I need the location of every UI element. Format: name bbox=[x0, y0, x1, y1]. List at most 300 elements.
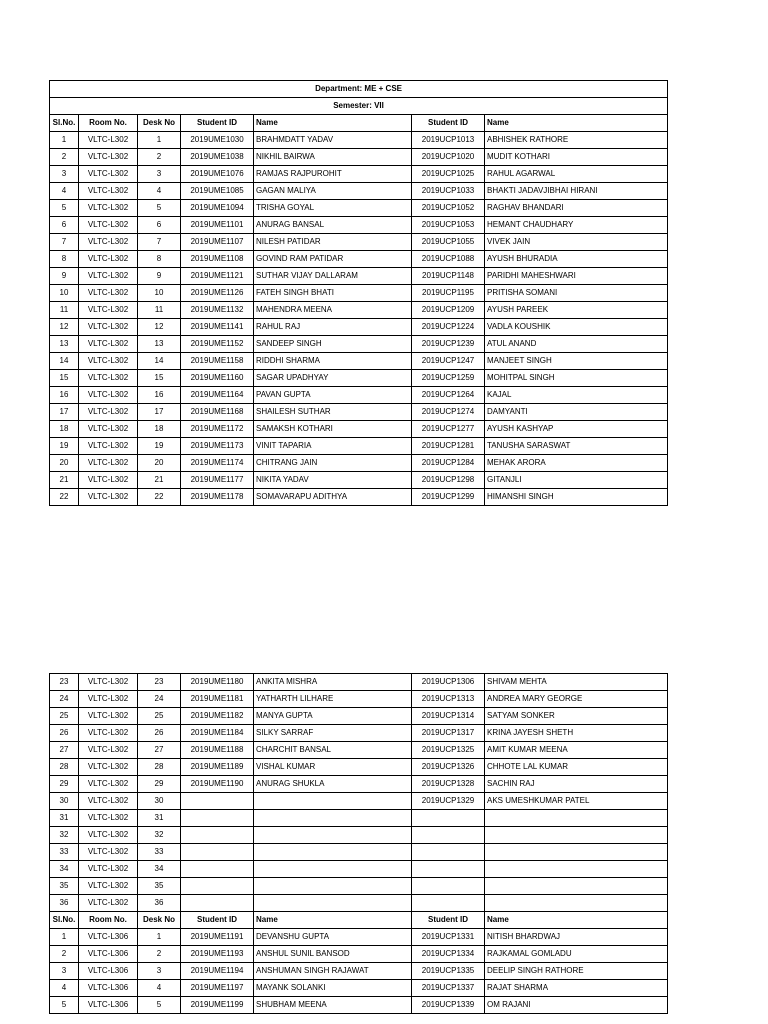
name-me-cell: SHUBHAM MEENA bbox=[254, 997, 412, 1014]
table-row bbox=[50, 861, 668, 878]
name-cse-cell: OM RAJANI bbox=[485, 997, 668, 1014]
room-no-cell: VLTC-L306 bbox=[79, 929, 138, 946]
name-cse-cell: SATYAM SONKER bbox=[485, 708, 668, 725]
student-id-cse-cell: 2019UCP1298 bbox=[412, 472, 485, 489]
sl-no-cell: 35 bbox=[50, 878, 79, 895]
sl-no-cell: 4 bbox=[50, 980, 79, 997]
room-no-cell: VLTC-L302 bbox=[79, 217, 138, 234]
name-cse-cell: RAJKAMAL GOMLADU bbox=[485, 946, 668, 963]
name-cse-cell: TANUSHA SARASWAT bbox=[485, 438, 668, 455]
desk-no-cell: 11 bbox=[138, 302, 181, 319]
name-me-cell: ANKITA MISHRA bbox=[254, 674, 412, 691]
desk-no-header: Desk No bbox=[138, 912, 181, 929]
student-id-me-cell: 2019UME1173 bbox=[181, 438, 254, 455]
name-cse-cell: SHIVAM MEHTA bbox=[485, 674, 668, 691]
table-row bbox=[50, 438, 668, 455]
student-id-cse-cell: 2019UCP1088 bbox=[412, 251, 485, 268]
student-id-cse-cell: 2019UCP1025 bbox=[412, 166, 485, 183]
desk-no-cell: 3 bbox=[138, 963, 181, 980]
room-no-cell: VLTC-L302 bbox=[79, 132, 138, 149]
student-id-cse-cell bbox=[412, 810, 485, 827]
name-me-cell: RAMJAS RAJPUROHIT bbox=[254, 166, 412, 183]
sl-no-cell: 11 bbox=[50, 302, 79, 319]
student-id-cse-cell: 2019UCP1277 bbox=[412, 421, 485, 438]
table-row bbox=[50, 183, 668, 200]
sl-no-cell: 13 bbox=[50, 336, 79, 353]
name-me-cell: TRISHA GOYAL bbox=[254, 200, 412, 217]
name-me-header: Name bbox=[254, 115, 412, 132]
semester-row bbox=[50, 98, 668, 115]
student-id-cse-cell: 2019UCP1314 bbox=[412, 708, 485, 725]
sl-no-cell: 10 bbox=[50, 285, 79, 302]
name-me-cell bbox=[254, 895, 412, 912]
name-me-cell: ANSHUL SUNIL BANSOD bbox=[254, 946, 412, 963]
student-id-cse-cell bbox=[412, 827, 485, 844]
name-cse-cell: AYUSH BHURADIA bbox=[485, 251, 668, 268]
student-id-me-cell: 2019UME1121 bbox=[181, 268, 254, 285]
room-no-cell: VLTC-L302 bbox=[79, 810, 138, 827]
student-id-me-cell: 2019UME1178 bbox=[181, 489, 254, 506]
name-cse-cell: MOHITPAL SINGH bbox=[485, 370, 668, 387]
name-me-cell: SUTHAR VIJAY DALLARAM bbox=[254, 268, 412, 285]
sl-no-cell: 18 bbox=[50, 421, 79, 438]
student-id-cse-cell: 2019UCP1259 bbox=[412, 370, 485, 387]
room-no-cell: VLTC-L302 bbox=[79, 861, 138, 878]
name-me-cell: RAHUL RAJ bbox=[254, 319, 412, 336]
name-me-cell: CHITRANG JAIN bbox=[254, 455, 412, 472]
name-me-cell: BRAHMDATT YADAV bbox=[254, 132, 412, 149]
name-cse-header: Name bbox=[485, 115, 668, 132]
student-id-cse-cell: 2019UCP1274 bbox=[412, 404, 485, 421]
sl-no-header: Sl.No. bbox=[50, 115, 79, 132]
student-id-cse-cell: 2019UCP1224 bbox=[412, 319, 485, 336]
name-me-cell: MAYANK SOLANKI bbox=[254, 980, 412, 997]
name-cse-cell bbox=[485, 827, 668, 844]
desk-no-cell: 25 bbox=[138, 708, 181, 725]
student-id-me-cell: 2019UME1141 bbox=[181, 319, 254, 336]
room-no-cell: VLTC-L302 bbox=[79, 404, 138, 421]
room-no-cell: VLTC-L302 bbox=[79, 472, 138, 489]
table-row bbox=[50, 793, 668, 810]
name-me-cell: SILKY SARRAF bbox=[254, 725, 412, 742]
room-no-cell: VLTC-L302 bbox=[79, 149, 138, 166]
room-no-header: Room No. bbox=[79, 912, 138, 929]
table-row bbox=[50, 268, 668, 285]
student-id-me-cell: 2019UME1181 bbox=[181, 691, 254, 708]
name-cse-cell: PARIDHI MAHESHWARI bbox=[485, 268, 668, 285]
table-row bbox=[50, 166, 668, 183]
desk-no-cell: 28 bbox=[138, 759, 181, 776]
room-no-cell: VLTC-L302 bbox=[79, 438, 138, 455]
name-cse-cell: RAJAT SHARMA bbox=[485, 980, 668, 997]
student-id-cse-cell: 2019UCP1326 bbox=[412, 759, 485, 776]
name-cse-cell: HEMANT CHAUDHARY bbox=[485, 217, 668, 234]
student-id-me-cell: 2019UME1188 bbox=[181, 742, 254, 759]
student-id-me-cell: 2019UME1182 bbox=[181, 708, 254, 725]
student-id-cse-cell bbox=[412, 895, 485, 912]
sl-no-cell: 20 bbox=[50, 455, 79, 472]
table-row bbox=[50, 810, 668, 827]
student-id-cse-cell: 2019UCP1299 bbox=[412, 489, 485, 506]
desk-no-cell: 5 bbox=[138, 997, 181, 1014]
table-row bbox=[50, 674, 668, 691]
student-id-me-cell bbox=[181, 861, 254, 878]
name-cse-cell: AYUSH KASHYAP bbox=[485, 421, 668, 438]
sl-no-cell: 2 bbox=[50, 946, 79, 963]
desk-no-cell: 18 bbox=[138, 421, 181, 438]
name-cse-cell: AKS UMESHKUMAR PATEL bbox=[485, 793, 668, 810]
student-id-cse-cell: 2019UCP1247 bbox=[412, 353, 485, 370]
student-id-cse-cell: 2019UCP1053 bbox=[412, 217, 485, 234]
name-me-cell: MAHENDRA MEENA bbox=[254, 302, 412, 319]
name-cse-cell: VIVEK JAIN bbox=[485, 234, 668, 251]
desk-no-cell: 14 bbox=[138, 353, 181, 370]
table-row bbox=[50, 759, 668, 776]
table-row bbox=[50, 691, 668, 708]
table-row bbox=[50, 251, 668, 268]
table-row bbox=[50, 472, 668, 489]
sl-no-cell: 8 bbox=[50, 251, 79, 268]
student-id-cse-cell: 2019UCP1325 bbox=[412, 742, 485, 759]
room-no-cell: VLTC-L302 bbox=[79, 268, 138, 285]
name-me-cell: SANDEEP SINGH bbox=[254, 336, 412, 353]
name-cse-cell: VADLA KOUSHIK bbox=[485, 319, 668, 336]
student-id-cse-cell: 2019UCP1306 bbox=[412, 674, 485, 691]
desk-no-cell: 20 bbox=[138, 455, 181, 472]
table-row bbox=[50, 421, 668, 438]
desk-no-cell: 17 bbox=[138, 404, 181, 421]
room-no-cell: VLTC-L302 bbox=[79, 336, 138, 353]
desk-no-cell: 21 bbox=[138, 472, 181, 489]
name-me-cell bbox=[254, 793, 412, 810]
name-me-cell: CHARCHIT BANSAL bbox=[254, 742, 412, 759]
student-id-me-cell: 2019UME1108 bbox=[181, 251, 254, 268]
student-id-me-cell: 2019UME1199 bbox=[181, 997, 254, 1014]
student-id-me-cell: 2019UME1172 bbox=[181, 421, 254, 438]
student-id-cse-cell: 2019UCP1264 bbox=[412, 387, 485, 404]
table-row bbox=[50, 234, 668, 251]
student-id-me-cell: 2019UME1160 bbox=[181, 370, 254, 387]
room-no-cell: VLTC-L302 bbox=[79, 759, 138, 776]
table-row bbox=[50, 895, 668, 912]
student-id-cse-cell: 2019UCP1055 bbox=[412, 234, 485, 251]
table-row bbox=[50, 776, 668, 793]
name-cse-cell: KAJAL bbox=[485, 387, 668, 404]
student-id-cse-cell: 2019UCP1284 bbox=[412, 455, 485, 472]
sl-no-cell: 17 bbox=[50, 404, 79, 421]
student-id-cse-cell: 2019UCP1339 bbox=[412, 997, 485, 1014]
room-no-cell: VLTC-L306 bbox=[79, 997, 138, 1014]
name-cse-cell: SACHIN RAJ bbox=[485, 776, 668, 793]
name-cse-cell: MANJEET SINGH bbox=[485, 353, 668, 370]
desk-no-cell: 33 bbox=[138, 844, 181, 861]
table-row bbox=[50, 217, 668, 234]
student-id-me-cell: 2019UME1094 bbox=[181, 200, 254, 217]
student-id-me-header: Student ID bbox=[181, 912, 254, 929]
sl-no-cell: 29 bbox=[50, 776, 79, 793]
name-cse-cell bbox=[485, 878, 668, 895]
sl-no-cell: 12 bbox=[50, 319, 79, 336]
sl-no-cell: 28 bbox=[50, 759, 79, 776]
student-id-cse-cell: 2019UCP1148 bbox=[412, 268, 485, 285]
room-no-cell: VLTC-L306 bbox=[79, 980, 138, 997]
desk-no-cell: 10 bbox=[138, 285, 181, 302]
name-cse-cell: CHHOTE LAL KUMAR bbox=[485, 759, 668, 776]
name-cse-cell: DAMYANTI bbox=[485, 404, 668, 421]
student-id-me-cell: 2019UME1076 bbox=[181, 166, 254, 183]
room-no-cell: VLTC-L302 bbox=[79, 895, 138, 912]
seating-table-1 bbox=[49, 80, 668, 506]
student-id-cse-cell: 2019UCP1195 bbox=[412, 285, 485, 302]
student-id-cse-cell: 2019UCP1317 bbox=[412, 725, 485, 742]
desk-no-cell: 1 bbox=[138, 929, 181, 946]
department-row bbox=[50, 81, 668, 98]
room-no-cell: VLTC-L302 bbox=[79, 725, 138, 742]
sl-no-cell: 33 bbox=[50, 844, 79, 861]
student-id-me-cell bbox=[181, 793, 254, 810]
sl-no-cell: 1 bbox=[50, 132, 79, 149]
sl-no-cell: 15 bbox=[50, 370, 79, 387]
name-me-cell: ANSHUMAN SINGH RAJAWAT bbox=[254, 963, 412, 980]
student-id-me-cell: 2019UME1191 bbox=[181, 929, 254, 946]
sl-no-cell: 3 bbox=[50, 963, 79, 980]
desk-no-cell: 9 bbox=[138, 268, 181, 285]
student-id-cse-cell: 2019UCP1052 bbox=[412, 200, 485, 217]
name-cse-cell: AMIT KUMAR MEENA bbox=[485, 742, 668, 759]
name-cse-cell: GITANJLI bbox=[485, 472, 668, 489]
table-row bbox=[50, 946, 668, 963]
room-no-cell: VLTC-L302 bbox=[79, 353, 138, 370]
name-me-header: Name bbox=[254, 912, 412, 929]
room-no-cell: VLTC-L302 bbox=[79, 708, 138, 725]
room-no-cell: VLTC-L302 bbox=[79, 674, 138, 691]
desk-no-cell: 5 bbox=[138, 200, 181, 217]
desk-no-cell: 27 bbox=[138, 742, 181, 759]
room-no-cell: VLTC-L302 bbox=[79, 387, 138, 404]
desk-no-cell: 4 bbox=[138, 980, 181, 997]
sl-no-cell: 7 bbox=[50, 234, 79, 251]
table-row bbox=[50, 455, 668, 472]
name-cse-cell bbox=[485, 861, 668, 878]
name-me-cell: SAMAKSH KOTHARI bbox=[254, 421, 412, 438]
desk-no-cell: 36 bbox=[138, 895, 181, 912]
sl-no-cell: 19 bbox=[50, 438, 79, 455]
name-me-cell: VINIT TAPARIA bbox=[254, 438, 412, 455]
desk-no-cell: 8 bbox=[138, 251, 181, 268]
table-row bbox=[50, 708, 668, 725]
name-me-cell: SAGAR UPADHYAY bbox=[254, 370, 412, 387]
table-row bbox=[50, 489, 668, 506]
room-no-cell: VLTC-L302 bbox=[79, 421, 138, 438]
name-cse-cell bbox=[485, 895, 668, 912]
table-row bbox=[50, 149, 668, 166]
student-id-cse-cell bbox=[412, 844, 485, 861]
table-row bbox=[50, 285, 668, 302]
seating-table-1-body bbox=[50, 81, 668, 506]
room-no-cell: VLTC-L302 bbox=[79, 691, 138, 708]
room-no-cell: VLTC-L302 bbox=[79, 827, 138, 844]
student-id-cse-cell: 2019UCP1328 bbox=[412, 776, 485, 793]
name-me-cell: ANURAG BANSAL bbox=[254, 217, 412, 234]
desk-no-cell: 24 bbox=[138, 691, 181, 708]
student-id-cse-cell bbox=[412, 861, 485, 878]
student-id-me-cell: 2019UME1085 bbox=[181, 183, 254, 200]
sl-no-cell: 27 bbox=[50, 742, 79, 759]
sl-no-cell: 24 bbox=[50, 691, 79, 708]
room-no-cell: VLTC-L302 bbox=[79, 166, 138, 183]
room-no-cell: VLTC-L302 bbox=[79, 234, 138, 251]
table-row bbox=[50, 963, 668, 980]
table-row bbox=[50, 302, 668, 319]
name-cse-cell: KRINA JAYESH SHETH bbox=[485, 725, 668, 742]
table-row bbox=[50, 844, 668, 861]
student-id-cse-cell: 2019UCP1020 bbox=[412, 149, 485, 166]
sl-no-cell: 30 bbox=[50, 793, 79, 810]
sl-no-cell: 5 bbox=[50, 997, 79, 1014]
student-id-me-cell: 2019UME1101 bbox=[181, 217, 254, 234]
student-id-cse-cell: 2019UCP1239 bbox=[412, 336, 485, 353]
student-id-cse-cell: 2019UCP1281 bbox=[412, 438, 485, 455]
name-me-cell: GOVIND RAM PATIDAR bbox=[254, 251, 412, 268]
desk-no-cell: 30 bbox=[138, 793, 181, 810]
name-me-cell: VISHAL KUMAR bbox=[254, 759, 412, 776]
student-id-cse-cell bbox=[412, 878, 485, 895]
student-id-me-cell: 2019UME1189 bbox=[181, 759, 254, 776]
sl-no-cell: 21 bbox=[50, 472, 79, 489]
name-cse-cell: DEELIP SINGH RATHORE bbox=[485, 963, 668, 980]
student-id-me-cell: 2019UME1132 bbox=[181, 302, 254, 319]
student-id-cse-cell: 2019UCP1337 bbox=[412, 980, 485, 997]
room-no-cell: VLTC-L302 bbox=[79, 878, 138, 895]
sl-no-cell: 5 bbox=[50, 200, 79, 217]
name-me-cell: PAVAN GUPTA bbox=[254, 387, 412, 404]
sl-no-cell: 1 bbox=[50, 929, 79, 946]
sl-no-header: Sl.No. bbox=[50, 912, 79, 929]
room-no-cell: VLTC-L302 bbox=[79, 776, 138, 793]
student-id-cse-header: Student ID bbox=[412, 115, 485, 132]
name-cse-cell: MEHAK ARORA bbox=[485, 455, 668, 472]
department-title: Department: ME + CSE bbox=[50, 81, 668, 98]
student-id-me-cell: 2019UME1197 bbox=[181, 980, 254, 997]
name-me-cell bbox=[254, 878, 412, 895]
table-row bbox=[50, 997, 668, 1014]
desk-no-cell: 35 bbox=[138, 878, 181, 895]
name-cse-cell bbox=[485, 844, 668, 861]
desk-no-cell: 32 bbox=[138, 827, 181, 844]
name-me-cell: NILESH PATIDAR bbox=[254, 234, 412, 251]
name-cse-cell: PRITISHA SOMANI bbox=[485, 285, 668, 302]
table-row bbox=[50, 353, 668, 370]
desk-no-cell: 34 bbox=[138, 861, 181, 878]
sl-no-cell: 32 bbox=[50, 827, 79, 844]
student-id-me-cell: 2019UME1174 bbox=[181, 455, 254, 472]
student-id-cse-cell: 2019UCP1313 bbox=[412, 691, 485, 708]
sl-no-cell: 22 bbox=[50, 489, 79, 506]
name-me-cell: NIKHIL BAIRWA bbox=[254, 149, 412, 166]
table-row bbox=[50, 336, 668, 353]
room-no-cell: VLTC-L302 bbox=[79, 319, 138, 336]
desk-no-cell: 31 bbox=[138, 810, 181, 827]
table-row bbox=[50, 980, 668, 997]
student-id-me-cell: 2019UME1180 bbox=[181, 674, 254, 691]
room-no-cell: VLTC-L302 bbox=[79, 200, 138, 217]
table-row bbox=[50, 404, 668, 421]
sl-no-cell: 25 bbox=[50, 708, 79, 725]
room-no-cell: VLTC-L302 bbox=[79, 793, 138, 810]
desk-no-header: Desk No bbox=[138, 115, 181, 132]
name-cse-cell: ATUL ANAND bbox=[485, 336, 668, 353]
student-id-me-header: Student ID bbox=[181, 115, 254, 132]
header-row bbox=[50, 115, 668, 132]
room-no-cell: VLTC-L302 bbox=[79, 489, 138, 506]
room-no-cell: VLTC-L302 bbox=[79, 844, 138, 861]
student-id-me-cell bbox=[181, 810, 254, 827]
student-id-cse-cell: 2019UCP1329 bbox=[412, 793, 485, 810]
name-me-cell bbox=[254, 827, 412, 844]
student-id-me-cell: 2019UME1164 bbox=[181, 387, 254, 404]
student-id-cse-cell: 2019UCP1209 bbox=[412, 302, 485, 319]
name-cse-header: Name bbox=[485, 912, 668, 929]
room-no-cell: VLTC-L302 bbox=[79, 251, 138, 268]
name-me-cell: FATEH SINGH BHATI bbox=[254, 285, 412, 302]
name-cse-cell: RAGHAV BHANDARI bbox=[485, 200, 668, 217]
table-row bbox=[50, 132, 668, 149]
room-no-header: Room No. bbox=[79, 115, 138, 132]
student-id-me-cell bbox=[181, 844, 254, 861]
student-id-me-cell: 2019UME1194 bbox=[181, 963, 254, 980]
desk-no-cell: 2 bbox=[138, 946, 181, 963]
name-me-cell: SOMAVARAPU ADITHYA bbox=[254, 489, 412, 506]
name-me-cell: YATHARTH LILHARE bbox=[254, 691, 412, 708]
name-me-cell bbox=[254, 810, 412, 827]
seating-table-2 bbox=[49, 673, 668, 1014]
name-me-cell: DEVANSHU GUPTA bbox=[254, 929, 412, 946]
name-me-cell: GAGAN MALIYA bbox=[254, 183, 412, 200]
table-row bbox=[50, 929, 668, 946]
room-no-cell: VLTC-L302 bbox=[79, 183, 138, 200]
sl-no-cell: 6 bbox=[50, 217, 79, 234]
student-id-me-cell: 2019UME1177 bbox=[181, 472, 254, 489]
room-no-cell: VLTC-L306 bbox=[79, 963, 138, 980]
table-row bbox=[50, 370, 668, 387]
room-no-cell: VLTC-L302 bbox=[79, 742, 138, 759]
desk-no-cell: 16 bbox=[138, 387, 181, 404]
semester-title: Semester: VII bbox=[50, 98, 668, 115]
student-id-me-cell bbox=[181, 827, 254, 844]
room-no-cell: VLTC-L306 bbox=[79, 946, 138, 963]
desk-no-cell: 23 bbox=[138, 674, 181, 691]
desk-no-cell: 7 bbox=[138, 234, 181, 251]
room-no-cell: VLTC-L302 bbox=[79, 285, 138, 302]
name-cse-cell: BHAKTI JADAVJIBHAI HIRANI bbox=[485, 183, 668, 200]
student-id-cse-cell: 2019UCP1335 bbox=[412, 963, 485, 980]
table-row bbox=[50, 827, 668, 844]
student-id-me-cell: 2019UME1168 bbox=[181, 404, 254, 421]
desk-no-cell: 13 bbox=[138, 336, 181, 353]
desk-no-cell: 1 bbox=[138, 132, 181, 149]
table-row bbox=[50, 319, 668, 336]
name-me-cell: SHAILESH SUTHAR bbox=[254, 404, 412, 421]
name-me-cell: ANURAG SHUKLA bbox=[254, 776, 412, 793]
student-id-me-cell: 2019UME1030 bbox=[181, 132, 254, 149]
sl-no-cell: 26 bbox=[50, 725, 79, 742]
name-me-cell: NIKITA YADAV bbox=[254, 472, 412, 489]
desk-no-cell: 29 bbox=[138, 776, 181, 793]
student-id-cse-cell: 2019UCP1033 bbox=[412, 183, 485, 200]
desk-no-cell: 4 bbox=[138, 183, 181, 200]
student-id-me-cell: 2019UME1193 bbox=[181, 946, 254, 963]
room-no-cell: VLTC-L302 bbox=[79, 455, 138, 472]
